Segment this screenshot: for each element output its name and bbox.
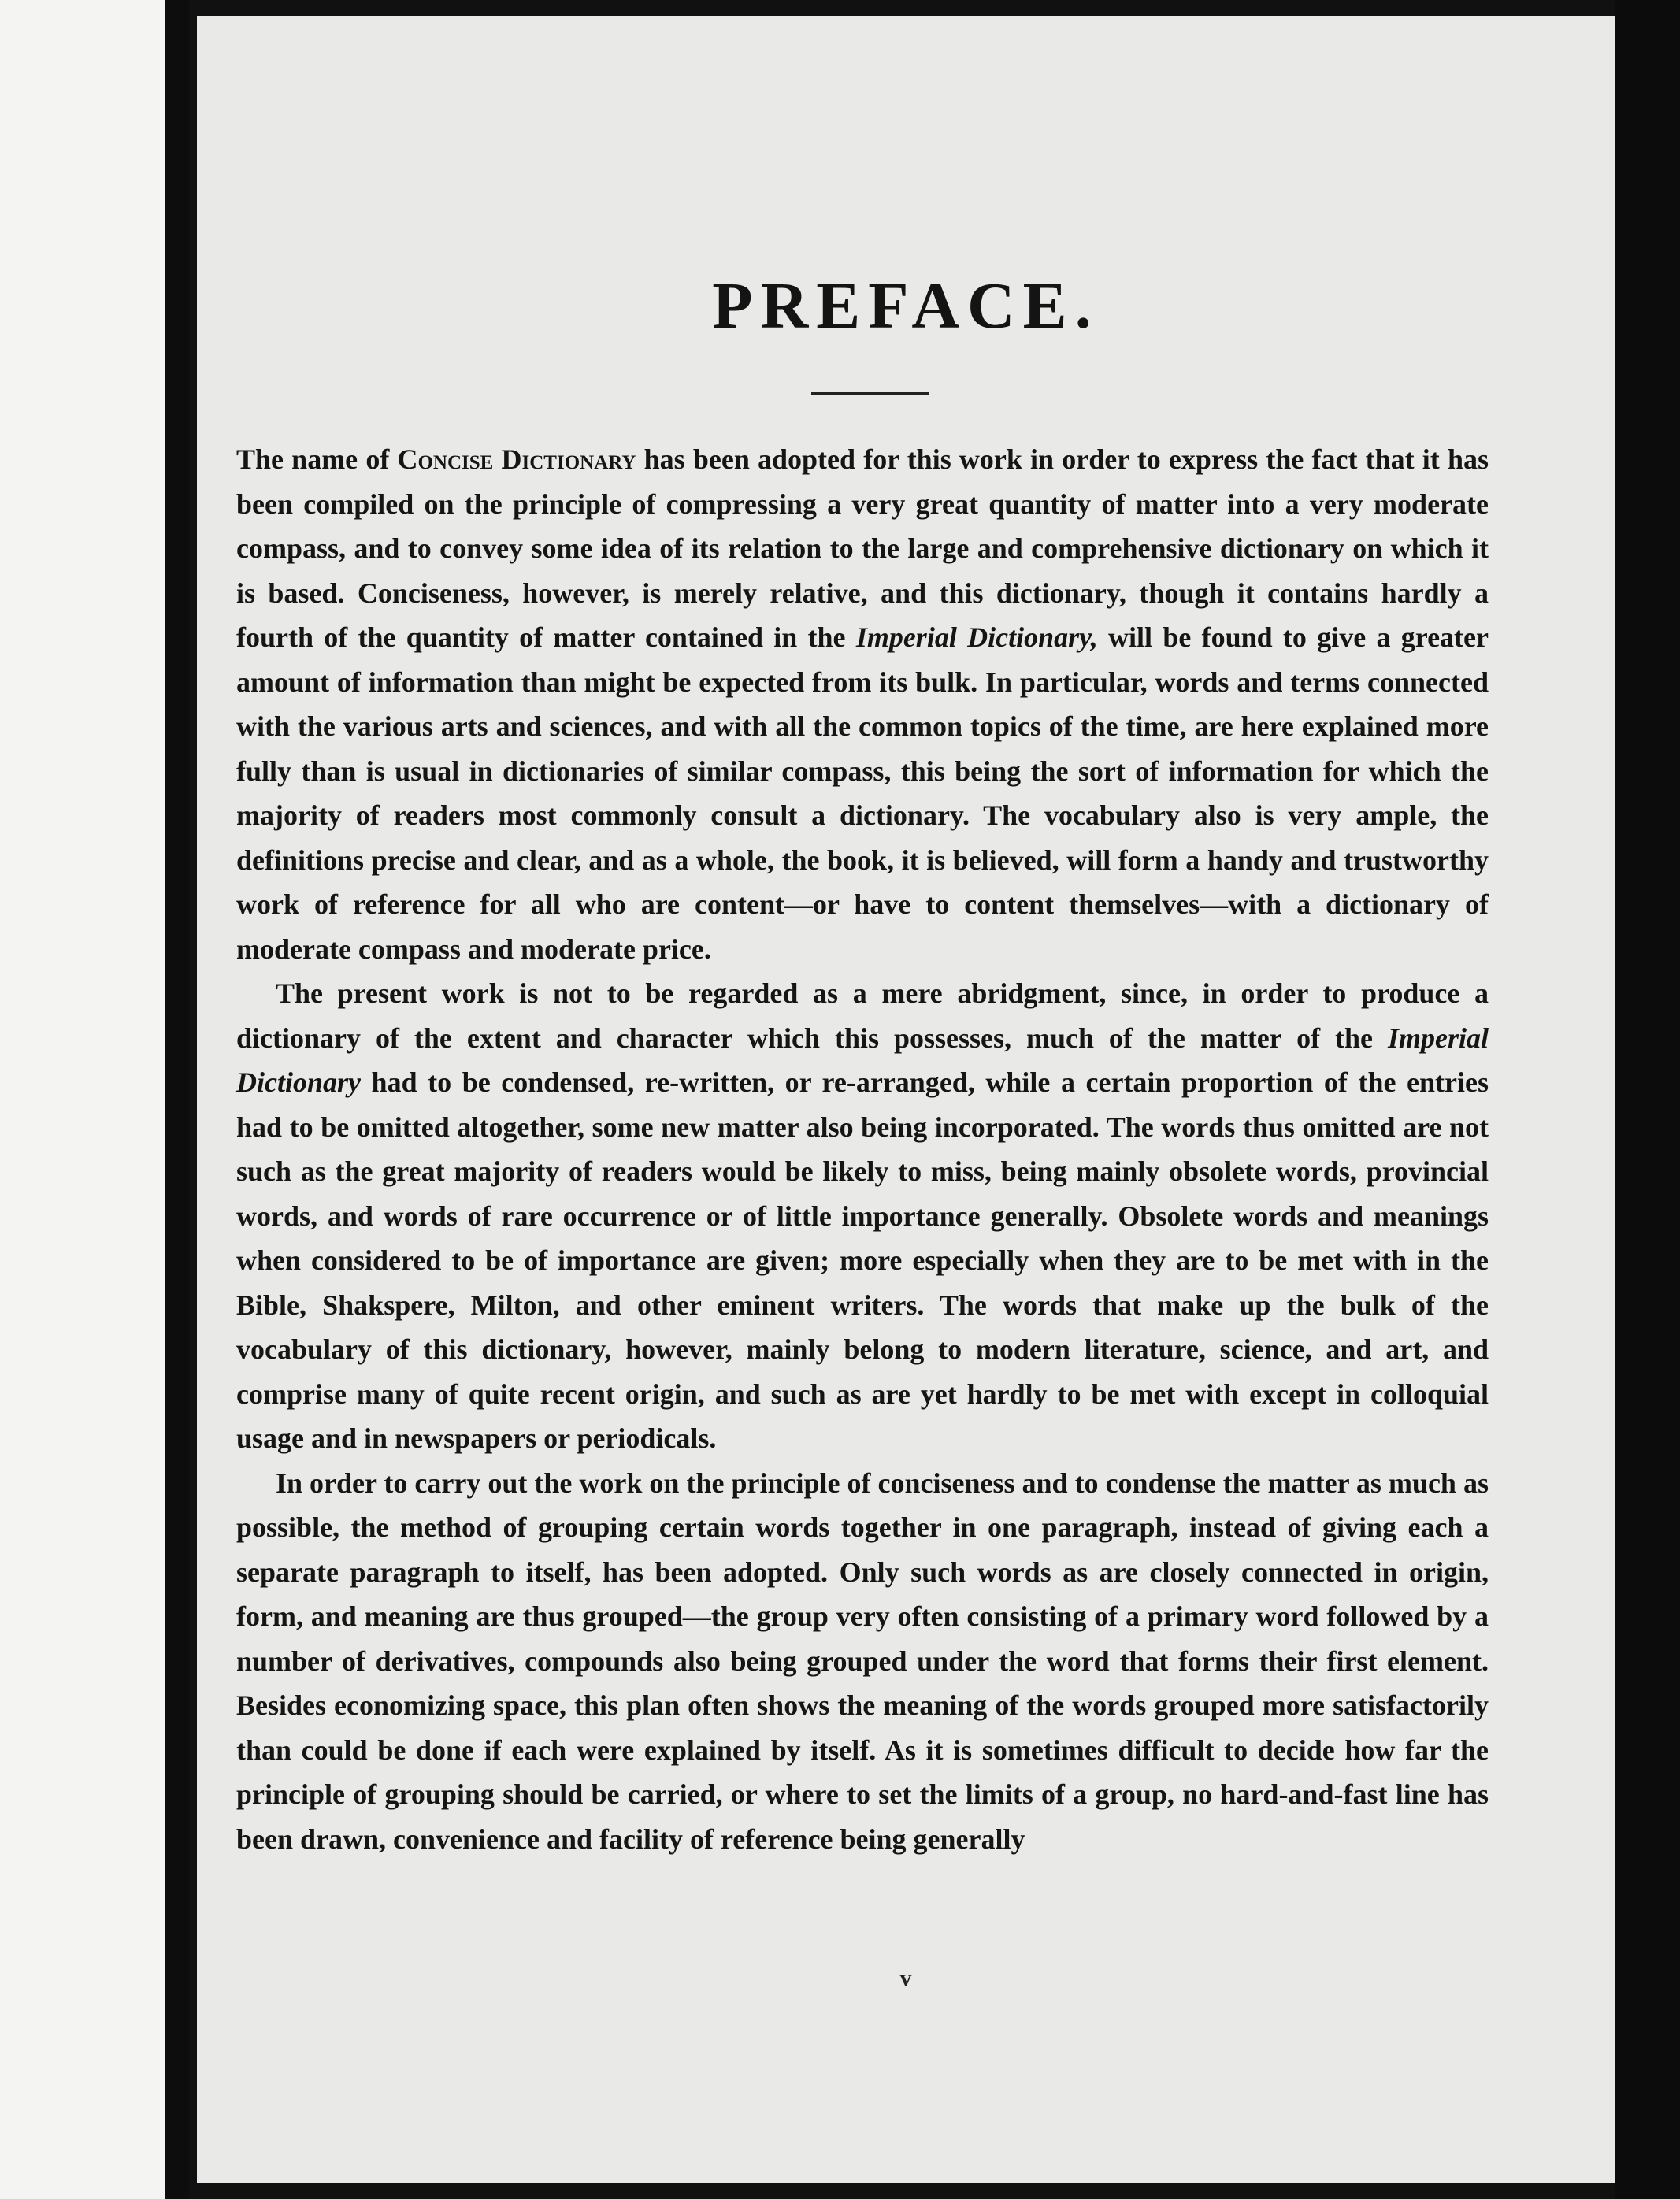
preface-body — [236, 437, 1489, 1861]
paragraph-1-run-1: The name of — [236, 443, 398, 475]
paragraph-3 — [236, 1461, 1489, 1862]
right-scan-border — [1615, 0, 1680, 2199]
imperial-dictionary-italic: Imperial Dictionary, — [855, 621, 1098, 653]
book-title-smallcaps: Concise Dictionary — [397, 443, 636, 475]
binding-edge — [165, 0, 189, 2199]
title-divider — [811, 392, 929, 395]
paragraph-2-run-1: The present work is not to be regarded as a mere abridgment, since, in order to produce a dictionary of the extent and character which this possesses, much of the matter of the — [236, 977, 1489, 1054]
page-title: PREFACE. — [712, 269, 1100, 343]
paragraph-1-run-3: has been adopted for this work in order to express the fact that it has been compiled on the principle of compressing a very great quantity of matter into a very moderate compass, and to convey some idea of its relation to the large and comprehensive dictionary on which it is based. Conciseness, however, is merely relative, and this dictionary, though it contains hardly a fourth of the quantity of matter contained in the — [236, 443, 1489, 653]
paragraph-2-run-3: had to be condensed, re-written, or re-arranged, while a certain proportion of the entries had to be omitted altogether, some new matter also being incorporated. The words thus omitted are not such as the great majority of readers would be likely to miss, being mainly obsolete words, provincial words, and words of rare occurrence or of little importance generally. Obsolete words and meanings when considered to be of importance are given; more especially when they are to be met with in the Bible, Shakspere, Milton, and other eminent writers. The words that make up the bulk of the vocabulary of this dictionary, however, mainly belong to modern literature, science, and art, and comprise many of quite recent origin, and such as are yet hardly to be met with except in colloquial usage and in newspapers or periodicals. — [236, 1066, 1489, 1454]
paragraph-1-run-5: will be found to give a greater amount of information than might be expected from its bulk. In particular, words and terms connected with the various arts and sciences, and with all the common topics of the time, are here explained more fully than is usual in dictionaries of similar compass, this being the sort of information for which the majority of readers most commonly consult a dictionary. The vocabulary also is very ample, the definitions precise and clear, and as a whole, the book, it is believed, will form a handy and trustworthy work of reference for all who are content—or have to content themselves—with a dictionary of moderate compass and moderate price. — [236, 621, 1489, 965]
page-number: v — [899, 1965, 912, 1991]
left-page-margin — [0, 0, 165, 2199]
paragraph-3-run-1: In order to carry out the work on the principle of conciseness and to condense the matter as much as possible, the method of grouping certain words together in one paragraph, instead of giving each a separate paragraph to itself, has been adopted. Only such words as are closely connected in origin, form, and meaning are thus grouped—the group very often consisting of a primary word followed by a number of derivatives, compounds also being grouped under the word that forms their first element. Besides economizing space, this plan often shows the meaning of the words grouped more satisfactorily than could be done if each were explained by itself. As it is sometimes difficult to decide how far the principle of grouping should be carried, or where to set the limits of a group, no hard-and-fast line has been drawn, convenience and facility of reference being generally — [236, 1467, 1489, 1855]
imperial-dictionary-italic: Imperial Dictionary — [236, 1022, 1489, 1098]
paragraph-2 — [236, 971, 1489, 1461]
paragraph-1 — [236, 437, 1489, 971]
preface-page — [197, 16, 1615, 2183]
